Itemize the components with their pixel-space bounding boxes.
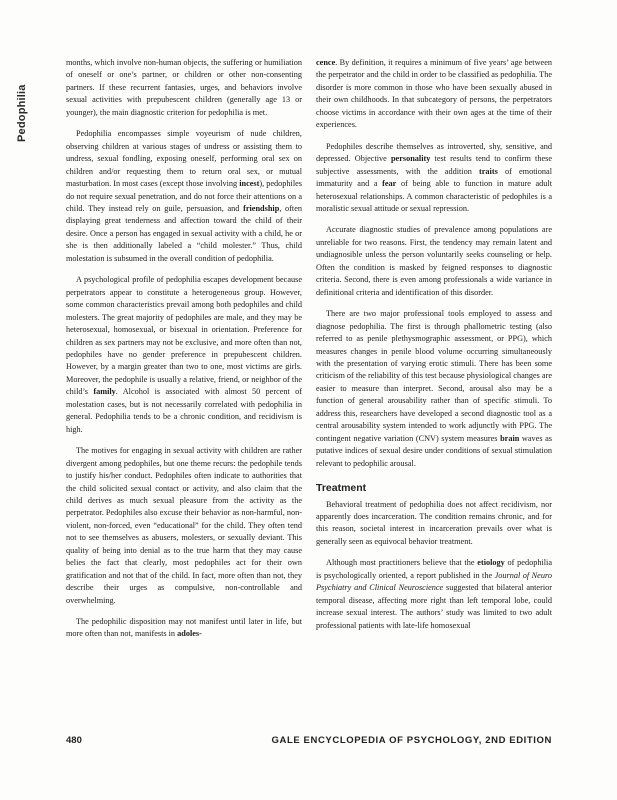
- paragraph-text: of emotional immaturity and a: [316, 166, 552, 189]
- bold-term-adolescence: adoles-: [177, 629, 202, 639]
- bold-term-brain: brain: [500, 433, 520, 443]
- paragraph: [66, 445, 302, 607]
- paragraph-text: of being able to function in mature adult heterosexual relationships. A common characteristic of pedophiles is a moralistic sexual attitude or sexual repression.: [316, 179, 552, 213]
- paragraph-text: waves as putative indices of sexual desire under conditions of sexual stimulation relevant to pedophilic arousal.: [316, 433, 552, 468]
- paragraph: [66, 128, 302, 265]
- paragraph: [316, 141, 552, 216]
- paragraph-text: . By definition, it requires a minimum of five years’ age between the perpetrator and the child in order to be classified as pedophilia. The disorder is more common in those who have been sexually abused in their own childhoods. In that subcategory of persons, the perpetrators choose victims in accordance with their own ages at the time of their experiences.: [316, 58, 552, 130]
- paragraph-text: Accurate diagnostic studies of prevalence among populations are unreliable for two reasons. First, the tendency may remain latent and undiagnosible unless the person voluntarily seeks counseling or help. Often the condition is masked by feigned responses to diagnostic criteria. Second, there is even among professionals a wide variance in definitional criteria and identification of this disorder.: [316, 225, 552, 297]
- paragraph: [66, 57, 302, 119]
- page-number: 480: [66, 735, 82, 746]
- bold-term-fear: fear: [382, 179, 397, 189]
- paragraph-text: months, which involve non-human objects, the suffering or humiliation of oneself or one’s partner, or children or other non-consenting partners. If these recurrent fantasies, urges, and behaviors involve sexual activities with prepubescent children (generally age 13 or younger), the main diagnostic criterion for pedophilia is met.: [66, 58, 302, 117]
- paragraph: [316, 308, 552, 470]
- running-head: Pedophilia: [16, 84, 28, 142]
- journal-title: Journal of Neuro Psychiatry and Clinical Neuroscience: [316, 570, 552, 593]
- paragraph-text: Pedophiles describe themselves as introverted, shy, sensitive, and depressed. Objective: [316, 141, 552, 164]
- paragraph: [316, 57, 552, 132]
- paragraph-text: , often displaying great tenderness and affection toward the child of their desire. Once a person has engaged in sexual activity with a child, he or she is then additionally labeled a “child molester.” Thus, child molestation is subsumed in the overall condition of pedophilia.: [66, 203, 303, 263]
- paragraph: [66, 616, 302, 641]
- paragraph-text: Behavioral treatment of pedophilia does not affect recidivism, nor apparently does incarceration. The condition remains chronic, and for this reason, societal interest in incarceration prevails over what is generally seen as equivocal behavior treatment.: [316, 499, 552, 546]
- section-heading: Treatment: [316, 482, 367, 495]
- paragraph-text: test results tend to confirm these subjective assessments, with the addition: [316, 154, 552, 176]
- paragraph-text: A psychological profile of pedophilia escapes development because perpetrators appear to constitute a heterogeneous group. However, some common characteristics prevail among both pedophiles and child molesters. The great majority of pedophiles are male, and they may be heterosexual, homosexual, or bisexual in orientation. Preference for children as sex partners may not be exclusive, and more often than not, pedophiles have no gender preference in prepubescent children. However, by a margin greater than two to one, most victims are girls. Moreover, the pedophile is usually a relative, friend, or neighbor of the child’s: [66, 275, 302, 397]
- paragraph-text: The pedophilic disposition may not manifest until later in life, but more often than not, manifests in: [66, 617, 302, 639]
- right-column: [316, 57, 552, 632]
- paragraph: [316, 499, 552, 549]
- paragraph-text: The motives for engaging in sexual activity with children are rather divergent among pedophiles, but one theme recurs: the pedophile tends to justify his/her conduct. Pedophiles often indicate to authorities that the child solicited sexual contact or activity, and also claim that the child derives as much sexual pleasure from the activity as the perpetrator. Pedophiles also excuse their behavior as non-harmful, non-violent, non-forced, even “educational” for the child. They often tend not to see themselves as abusers, molesters, or sexually deviant. This quality of being into denial as to the true harm that they may cause belies the fact that clearly, most pedophiles act for their own gratification and not that of the child. In fact, more often than not, they describe their urges as compulsive, non-controllable and overwhelming.: [66, 446, 302, 605]
- paragraph-text: ), pedophiles do not require sexual penetration, and do not force their attentions on a child. They instead rely on guile, persuasion, and: [66, 179, 303, 213]
- bold-term-etiology: etiology: [477, 558, 505, 568]
- bold-term-family: family: [93, 387, 116, 397]
- paragraph: [316, 224, 552, 299]
- paragraph-text: of pedophilia is psychologically oriented, a report published in the: [316, 558, 552, 580]
- paragraph-text: There are two major professional tools employed to assess and diagnose pedophilia. The first is through phallometric testing (also referred to as penile plethysmographic assessment, or PPG), which measures changes in penile blood volume occurring simultaneously with the presentation of varying erotic stimuli. There has been some criticism of the reliability of this test because physiological changes are easier to measure than interpret. Second, arousal also may be a function of general arousability rather than of specific stimuli. To address this, researchers have developed a second diagnostic tool as a central arousability system intended to work adjunctly with PPG. The contingent negative variation (CNV) system measures: [316, 309, 552, 443]
- bold-term-incest: incest: [239, 179, 260, 189]
- book-title: GALE ENCYCLOPEDIA OF PSYCHOLOGY, 2ND EDITION: [271, 735, 552, 746]
- paragraph: [66, 274, 302, 436]
- left-column: [66, 57, 302, 641]
- bold-term-adolescence-cont: cence: [316, 58, 336, 67]
- paragraph-text: . Alcohol is associated with almost 50 percent of molestation cases, but is not necessarily correlated with pedophilia in general. Pedophilia tends to be a chronic condition, and recidivism is high.: [66, 387, 303, 434]
- bold-term-traits: traits: [479, 166, 498, 176]
- paragraph-text: suggested that bilateral anterior temporal disease, affecting more right than left temporal lobe, could increase sexual interest. The authors’ study was limited to two adult professional patients with late-life homosexual: [316, 583, 552, 630]
- bold-term-friendship: friendship: [243, 203, 280, 213]
- paragraph-text: Although most practitioners believe that the: [326, 558, 478, 568]
- paragraph: [316, 557, 552, 632]
- bold-term-personality: personality: [390, 154, 431, 164]
- paragraph-text: Pedophilia encompasses simple voyeurism of nude children, observing children at various stages of undress or assisting them to undress, sexual fondling, exposing oneself, performing oral sex on children and/or requesting them to return oral sex, or mutual masturbation. In most cases (except those involving: [66, 129, 302, 189]
